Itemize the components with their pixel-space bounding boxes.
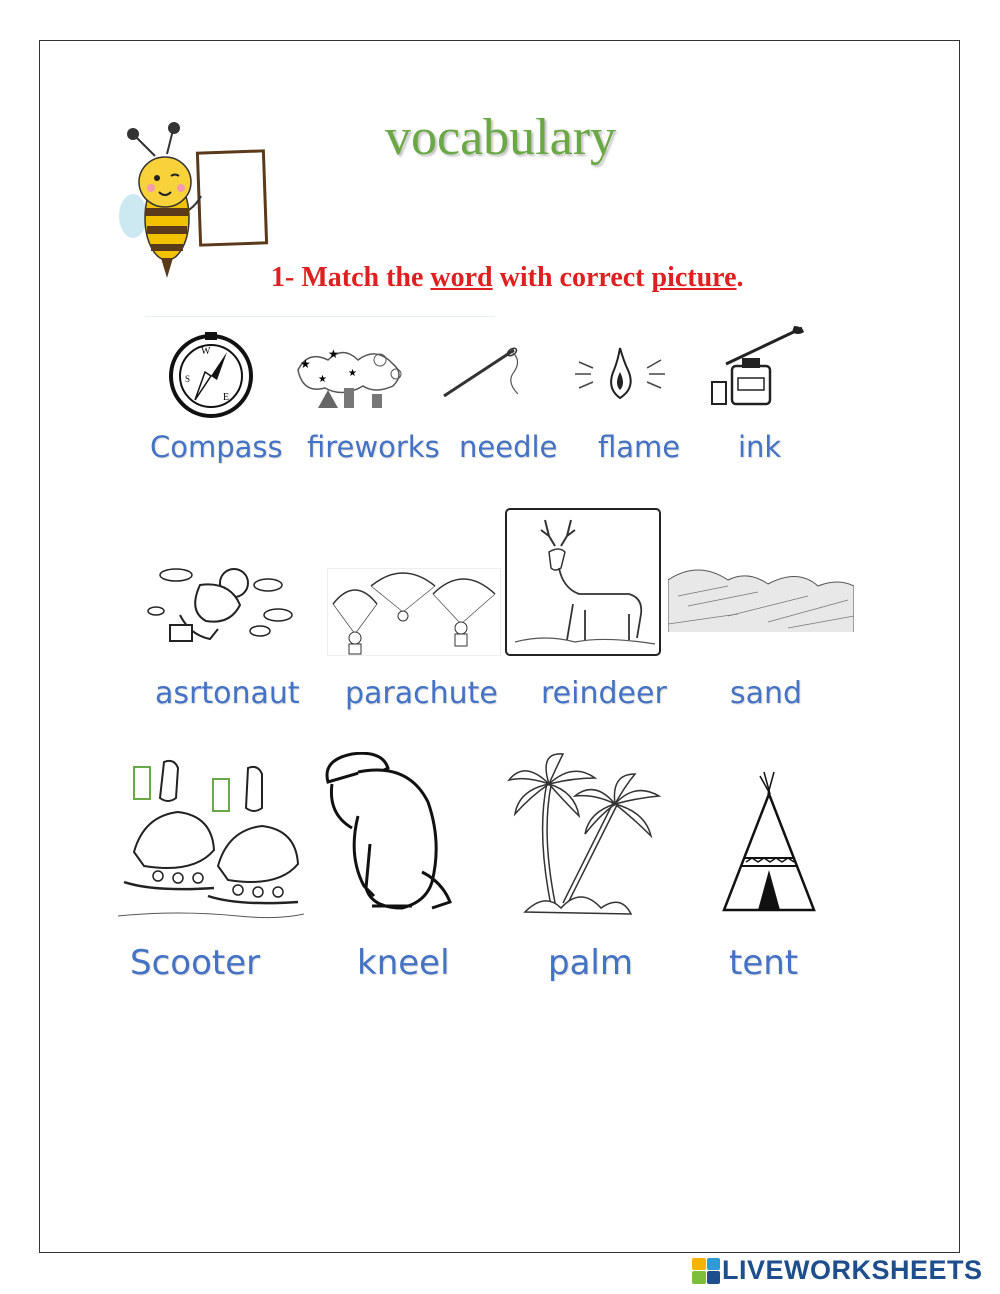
- svg-text:★: ★: [300, 357, 311, 371]
- svg-text:S: S: [185, 374, 191, 384]
- brand-name: LIVEWORKSHEETS: [722, 1255, 983, 1285]
- astronaut-icon: [140, 555, 300, 650]
- ink-icon: [704, 324, 806, 410]
- flame-icon: [565, 344, 675, 404]
- bee-mascot-icon: [115, 118, 275, 290]
- svg-text:★: ★: [348, 368, 357, 379]
- snow-scooter-icon: [118, 756, 304, 924]
- word-sand: sand: [730, 676, 803, 711]
- svg-text:★: ★: [318, 374, 327, 385]
- word-flame: flame: [598, 430, 681, 464]
- word-kneel: kneel: [357, 943, 450, 983]
- liveworksheets-logo[interactable]: [692, 1255, 983, 1286]
- instruction-text: 1- Match the word with correct picture.: [271, 262, 744, 293]
- compass-icon: [165, 330, 257, 420]
- fireworks-icon: [288, 340, 416, 412]
- svg-text:E: E: [223, 392, 230, 403]
- tent-icon: [720, 770, 818, 912]
- word-scooter: Scooter: [130, 943, 261, 983]
- brand-logo-icon: [692, 1258, 720, 1284]
- kneeling-man-icon: [318, 752, 458, 914]
- word-ink: ink: [738, 430, 782, 464]
- divider: [145, 316, 495, 317]
- word-tent: tent: [729, 943, 799, 983]
- needle-icon: [440, 344, 524, 400]
- parachute-icon: [327, 568, 501, 656]
- word-astronaut: asrtonaut: [155, 676, 300, 711]
- word-needle: needle: [459, 430, 558, 464]
- word-fireworks: fireworks: [307, 430, 440, 464]
- word-palm: palm: [548, 943, 633, 983]
- palm-tree-icon: [505, 752, 665, 920]
- word-parachute: parachute: [345, 676, 498, 711]
- sand-dunes-icon: [668, 566, 854, 632]
- worksheet-title: vocabulary: [385, 109, 617, 166]
- svg-text:W: W: [201, 346, 211, 357]
- svg-text:★: ★: [328, 347, 339, 361]
- word-compass: Compass: [150, 430, 283, 464]
- reindeer-icon: [505, 508, 661, 656]
- word-reindeer: reindeer: [541, 676, 667, 711]
